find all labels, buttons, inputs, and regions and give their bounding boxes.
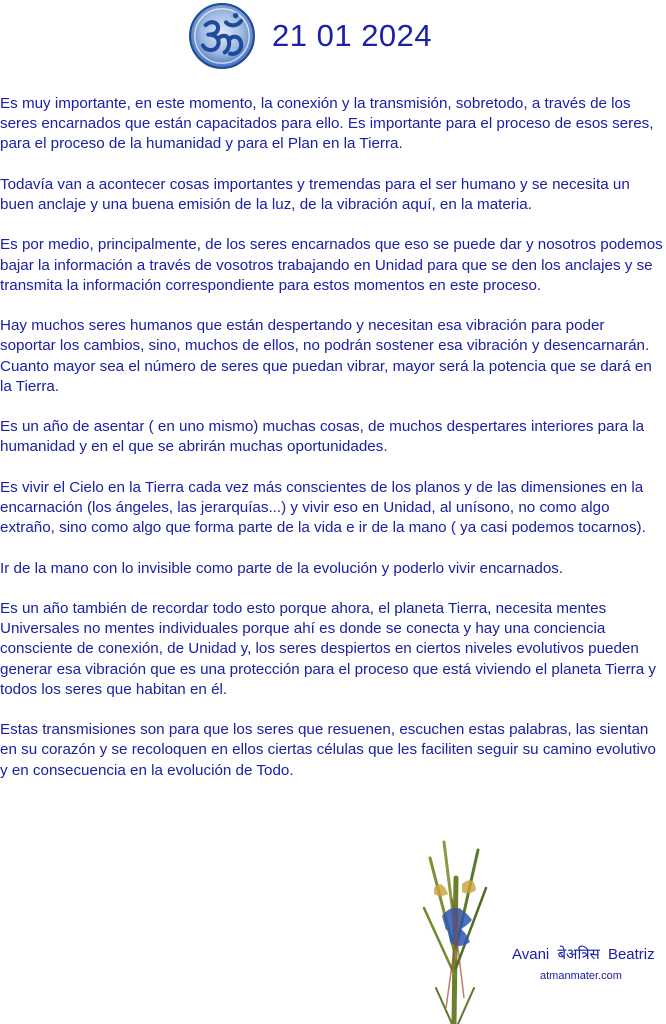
date-heading: 21 01 2024 (272, 18, 433, 53)
paragraph: Es un año de asentar ( en uno mismo) muchas cosas, de muchos despertares interiores para la humanidad y en el que se abrirán muchas oportunidades. (0, 418, 645, 456)
paragraph: Es por medio, principalmente, de los seres encarnados que eso se puede dar y nosotros podemos bajar la información a través de vosotros trabajando en Unidad para que se den los anclajes y se transmita la información correspondiente para estos momentos en este proceso. (0, 236, 663, 294)
paragraph: Estas transmisiones son para que los seres que resuenen, escuchen estas palabras, las sientan en su corazón y se recoloquen en ellos ciertas células que les faciliten seguir su camino evolutivo y en consecuencia en la evolución de Todo. (0, 721, 656, 779)
signature (512, 944, 655, 964)
paragraph: Es muy importante, en este momento, la conexión y la transmisión, sobretodo, a través de los seres encarnados que están capacitados para ello. Es importante para el proceso de esos seres, para el proceso de la humanidad y para el Plan en la Tierra. (0, 95, 654, 153)
paragraph: Ir de la mano con lo invisible como parte de la evolución y poderlo vivir encarnados. (0, 559, 564, 577)
author-devanagari-name: बेअत्रिस (557, 945, 600, 963)
paragraph: Todavía van a acontecer cosas importantes y tremendas para el ser humano y se necesita un buen anclaje y una buena emisión de la luz, de la vibración aquí, en la materia. (0, 175, 630, 213)
paragraph: Es un año también de recordar todo esto porque ahora, el planeta Tierra, necesita mentes Universales no mentes individuales porque ahí es donde se conecta y hay una conciencia consciente de conexión, de Unidad y, los seres despiertos en ciertos niveles evolutivos pueden generar esa vibración que es una protección para el proceso que está viviendo el planeta Tierra y todos los seres que habitan en él. (0, 599, 656, 698)
author-first-name: Avani (512, 946, 550, 963)
website-link[interactable]: atmanmater.com (540, 970, 622, 982)
author-last-name: Beatriz (607, 946, 655, 963)
paragraph: Hay muchos seres humanos que están despertando y necesitan esa vibración para poder soportar los cambios, sino, muchos de ellos, no podrán sostener esa vibración y desencarnarán. Cuanto mayor sea el número de seres que puedan vibrar, mayor será la potencia que se dará en la Tierra. (0, 317, 652, 395)
om-symbol-icon (188, 2, 256, 70)
message-body (0, 94, 664, 801)
paragraph: Es vivir el Cielo en la Tierra cada vez más conscientes de los planos y de las dimensiones en la encarnación (los ángeles, las jerarquías...) y vivir eso en Unidad, al unísono, no como algo extraño, sino como algo que forma parte de la vida e ir de la mano ( ya casi podemos tocarnos). (0, 478, 646, 537)
plant-illustration-icon (416, 838, 494, 1024)
header (188, 0, 432, 72)
